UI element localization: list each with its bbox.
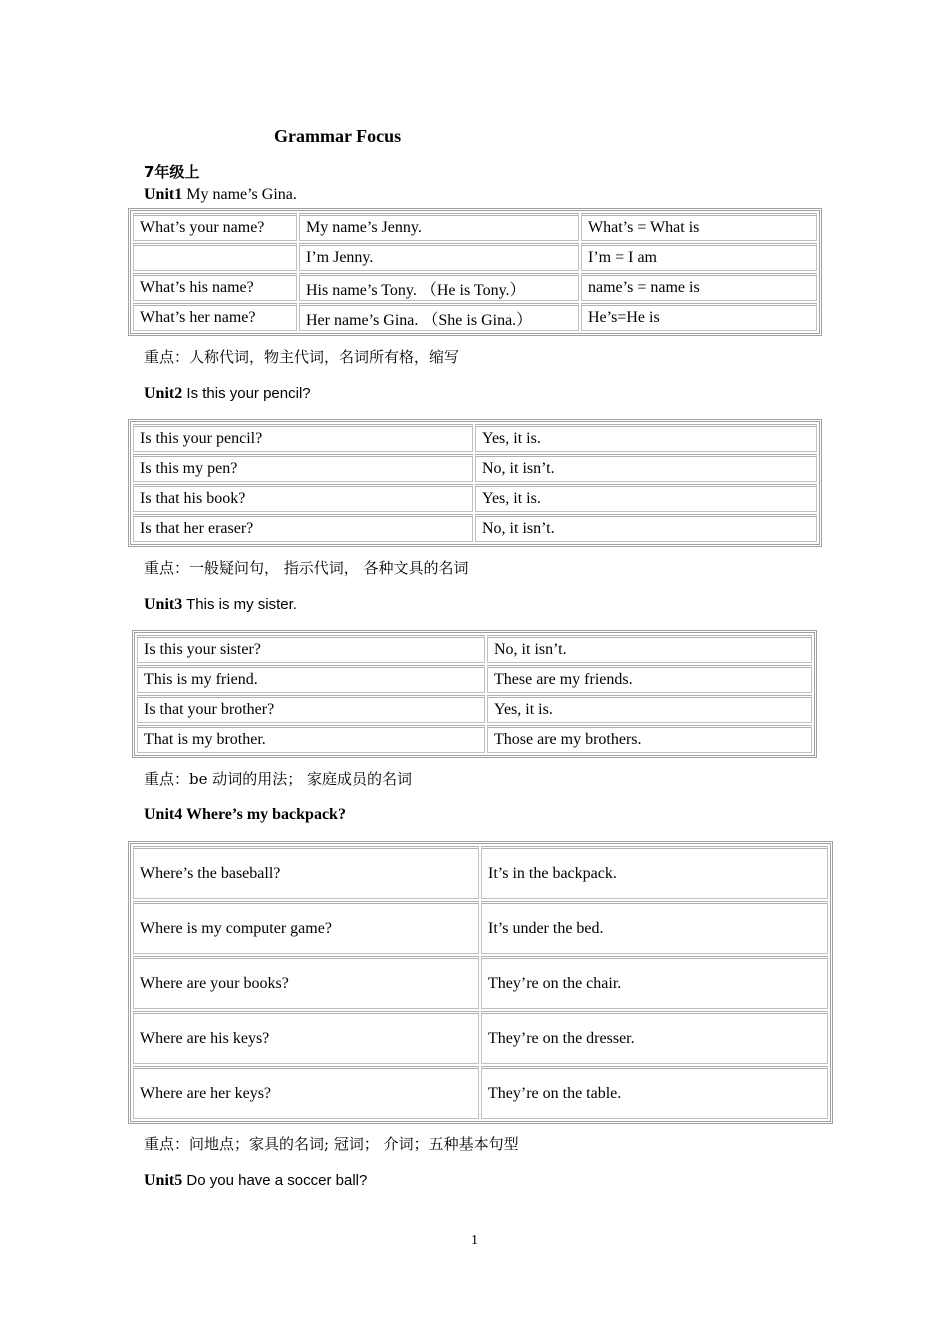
table-cell: Is this your sister? [137, 635, 485, 663]
table-cell: What’s his name? [133, 273, 297, 301]
table-cell: Is this my pen? [133, 454, 473, 482]
table-row [133, 243, 817, 271]
table-cell: Where are her keys? [133, 1066, 479, 1119]
table-cell: That is my brother. [137, 725, 485, 753]
table-row [133, 213, 817, 241]
unit4-table [128, 841, 833, 1124]
unit2-table [128, 419, 822, 547]
table-row [133, 901, 828, 954]
table-cell: These are my friends. [487, 665, 812, 693]
table-cell: Yes, it is. [475, 424, 817, 452]
table-cell: Where is my computer game? [133, 901, 479, 954]
grade-heading: 7年级上 [144, 163, 200, 181]
table-row [133, 514, 817, 542]
table-row [133, 1066, 828, 1119]
table-cell: He’s=He is [581, 303, 817, 331]
unit2-title: Is this your pencil? [182, 385, 311, 402]
unit5-label: Unit5 [144, 1172, 183, 1189]
table-cell: No, it isn’t. [475, 514, 817, 542]
unit1-note: 重点：人称代词，物主代词，名词所有格，缩写 [144, 348, 460, 366]
table-cell: His name’s Tony. （He is Tony.） [299, 273, 579, 301]
table-cell: Is that his book? [133, 484, 473, 512]
table-cell: What’s her name? [133, 303, 297, 331]
table-row [133, 1011, 828, 1064]
table-cell: Her name’s Gina. （She is Gina.） [299, 303, 579, 331]
unit3-title: This is my sister. [182, 596, 297, 613]
table-cell [133, 243, 297, 271]
table-cell: Yes, it is. [475, 484, 817, 512]
page-number: 1 [471, 1233, 478, 1248]
table-cell: Where are your books? [133, 956, 479, 1009]
unit3-heading [144, 596, 297, 614]
table-cell: Where are his keys? [133, 1011, 479, 1064]
table-row [133, 303, 817, 331]
unit1-title: My name’s Gina. [182, 186, 297, 203]
table-row [137, 695, 812, 723]
table-cell: No, it isn’t. [475, 454, 817, 482]
table-cell: It’s in the backpack. [481, 846, 828, 899]
table-cell: My name’s Jenny. [299, 213, 579, 241]
unit5-heading [144, 1172, 367, 1190]
table-cell: This is my friend. [137, 665, 485, 693]
table-row [137, 665, 812, 693]
table-cell: Those are my brothers. [487, 725, 812, 753]
unit1-label: Unit1 [144, 186, 183, 203]
table-cell: Yes, it is. [487, 695, 812, 723]
table-cell: Is that her eraser? [133, 514, 473, 542]
table-cell: I’m Jenny. [299, 243, 579, 271]
page-title: Grammar Focus [274, 126, 402, 146]
table-cell: No, it isn’t. [487, 635, 812, 663]
unit4-heading: Unit4 Where’s my backpack? [144, 806, 346, 823]
unit4-note: 重点：问地点；家具的名词; 冠词； 介词；五种基本句型 [144, 1135, 519, 1153]
table-cell: What’s = What is [581, 213, 817, 241]
unit3-label: Unit3 [144, 596, 183, 613]
table-row [137, 635, 812, 663]
unit1-heading [144, 186, 297, 204]
table-row [133, 956, 828, 1009]
table-row [133, 484, 817, 512]
table-row [133, 454, 817, 482]
unit3-table [132, 630, 817, 758]
table-cell: Is this your pencil? [133, 424, 473, 452]
table-cell: I’m = I am [581, 243, 817, 271]
table-cell: Is that your brother? [137, 695, 485, 723]
unit3-note: 重点：be 动词的用法； 家庭成员的名词 [144, 770, 413, 788]
table-cell: They’re on the table. [481, 1066, 828, 1119]
table-cell: They’re on the dresser. [481, 1011, 828, 1064]
unit2-heading [144, 385, 311, 403]
unit2-note: 重点：一般疑问句， 指示代词， 各种文具的名词 [144, 559, 469, 577]
table-cell: It’s under the bed. [481, 901, 828, 954]
unit1-table [128, 208, 822, 336]
table-cell: They’re on the chair. [481, 956, 828, 1009]
table-cell: Where’s the baseball? [133, 846, 479, 899]
unit5-title: Do you have a soccer ball? [182, 1172, 368, 1189]
table-cell: name’s = name is [581, 273, 817, 301]
table-cell: What’s your name? [133, 213, 297, 241]
table-row [133, 846, 828, 899]
unit2-label: Unit2 [144, 385, 183, 402]
table-row [137, 725, 812, 753]
table-row [133, 424, 817, 452]
table-row [133, 273, 817, 301]
